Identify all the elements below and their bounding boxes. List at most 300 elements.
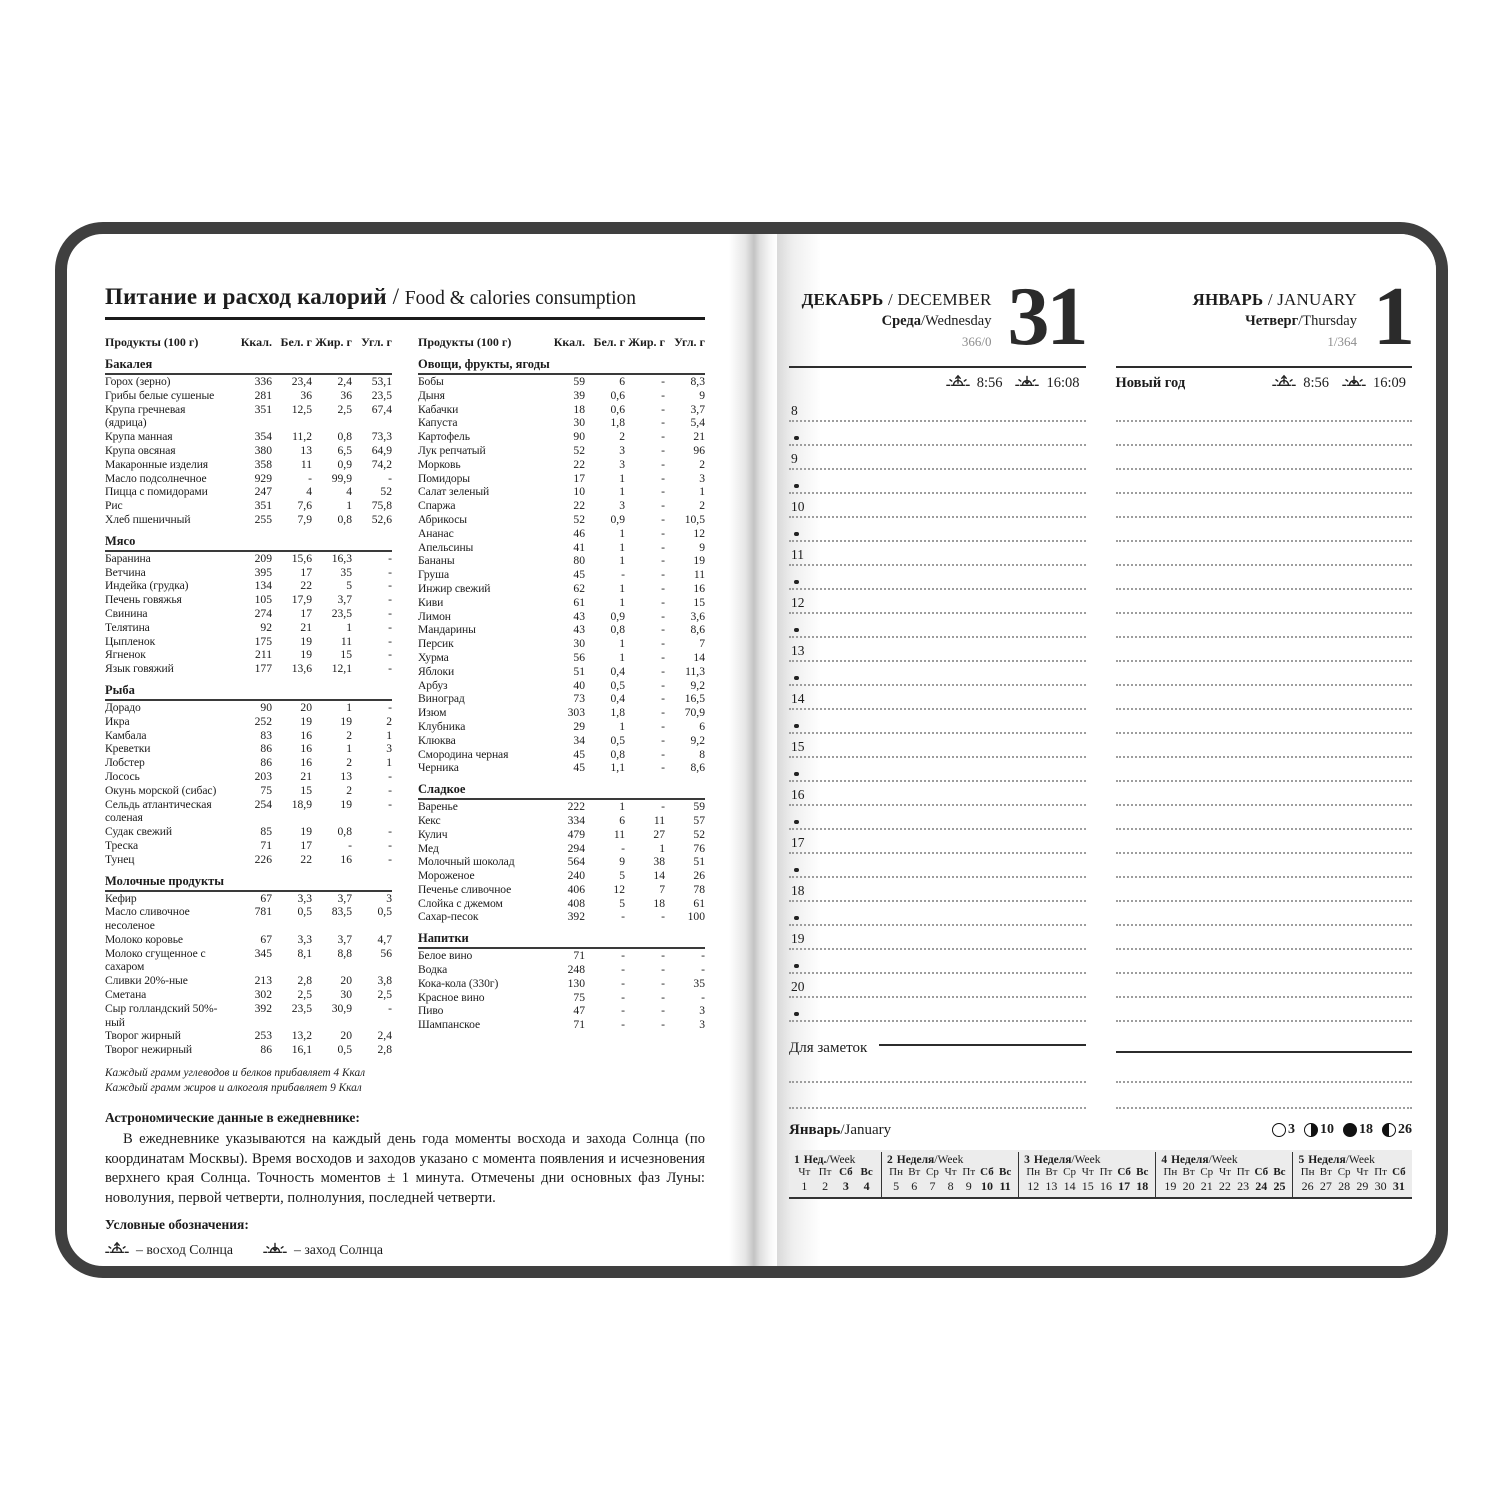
bullet-row	[789, 470, 1412, 494]
food-value: 52	[380, 485, 392, 499]
hour-label: 14	[791, 691, 805, 706]
food-value: 23,4	[291, 375, 312, 388]
food-value: 0,5	[610, 678, 625, 692]
food-name: Клюква	[418, 733, 456, 747]
food-name: Рис	[105, 499, 123, 513]
hour-line	[1116, 542, 1413, 566]
food-name: Ягненок	[105, 648, 146, 662]
food-value: 13,2	[291, 1029, 312, 1043]
food-value: -	[701, 949, 705, 963]
food-column	[418, 335, 705, 1057]
day-counter: 1/364	[1327, 334, 1357, 349]
food-value: 17	[300, 565, 312, 579]
food-header-col: Жир. г	[315, 335, 352, 349]
food-value: 75	[573, 990, 585, 1004]
food-value: 30	[573, 637, 585, 651]
calendar-date: 10	[980, 1179, 993, 1193]
bullet-icon	[794, 628, 799, 633]
food-value: 73	[573, 692, 585, 706]
legend-item	[469, 1267, 616, 1278]
calendar-day-name: Сб	[1117, 1166, 1131, 1178]
calendar-day-name: Ср	[1337, 1166, 1351, 1178]
food-value: 90	[260, 700, 272, 714]
month-calendar	[789, 1150, 1412, 1199]
food-value: 0,4	[610, 664, 625, 678]
food-name: Макаронные изделия	[105, 457, 209, 471]
food-value: 6	[699, 719, 705, 733]
day-header	[1116, 270, 1413, 368]
astro-heading: Астрономические данные в ежедневнике:	[105, 1110, 360, 1126]
calendar-date: 30	[1374, 1179, 1387, 1193]
food-value: 1,1	[610, 761, 625, 775]
left-page	[67, 234, 729, 1278]
food-row	[105, 403, 392, 431]
food-row	[418, 596, 705, 610]
food-value: 16,1	[291, 1043, 312, 1057]
hour-row	[789, 926, 1412, 950]
hour-label: 15	[791, 739, 805, 754]
food-value: 1	[619, 719, 625, 733]
food-name: Кулич	[418, 827, 448, 841]
food-name: Арбуз	[418, 678, 448, 692]
food-value: 27	[653, 827, 665, 841]
sunrise-icon	[1272, 373, 1296, 393]
food-value: 1	[346, 700, 352, 714]
food-value: 5	[619, 896, 625, 910]
food-value: 75,8	[371, 499, 392, 513]
hour-line	[1116, 590, 1413, 614]
food-row	[105, 974, 392, 988]
food-value: 5	[346, 579, 352, 593]
food-value: 2	[346, 728, 352, 742]
bullet-line	[789, 662, 1086, 686]
food-value: 3	[699, 471, 705, 485]
food-row	[105, 621, 392, 635]
food-section-heading: Мясо	[105, 534, 392, 552]
calendar-day-name: Сб	[1254, 1166, 1269, 1178]
food-value: 16	[300, 728, 312, 742]
food-value: 2,8	[297, 974, 312, 988]
food-value: 7,9	[297, 512, 312, 526]
food-value: 564	[567, 855, 585, 869]
food-row	[105, 513, 392, 527]
food-value: 90	[573, 430, 585, 444]
food-name: Печень говяжья	[105, 593, 182, 607]
food-value: -	[661, 761, 665, 775]
footer-month-en: /January	[840, 1121, 892, 1138]
food-row	[418, 883, 705, 897]
hour-line	[789, 926, 1086, 950]
food-name: Крупа гречневая (ядрица)	[105, 402, 186, 430]
food-value: 61	[693, 896, 705, 910]
food-value: 2	[699, 457, 705, 471]
food-value: 345	[254, 946, 272, 960]
calendar-day-name: Сб	[839, 1166, 853, 1178]
day-month-en: / JANUARY	[1263, 290, 1357, 309]
food-value: 56	[380, 946, 392, 960]
food-value: 67	[260, 932, 272, 946]
food-name: Сахар-песок	[418, 910, 479, 924]
food-value: 248	[567, 963, 585, 977]
food-row	[418, 949, 705, 963]
astro-paragraph: В ежедневнике указываются на каждый день года моменты восхода и захода Солнца (по координатам Москвы). Время восходов и заходов указано с момента появления и исчезновения верхнего края Солнца. Точность моментов ± 1 минута. Отмечены дни основных фаз Луны: новолуния, первой четверти, полнолуния, последней четверти.	[105, 1131, 705, 1206]
food-name: Сельдь атлантическая соленая	[105, 797, 212, 825]
bullet-line	[789, 710, 1086, 734]
food-row	[105, 905, 392, 933]
hour-line	[789, 782, 1086, 806]
food-value: -	[621, 910, 625, 924]
sun-row	[789, 368, 1086, 398]
calendar-day-name: Вс	[1273, 1166, 1286, 1178]
food-row	[105, 839, 392, 853]
food-name: Свинина	[105, 606, 148, 620]
food-value: 10	[573, 485, 585, 499]
food-header-col: Ккал.	[240, 335, 272, 349]
calendar-date: 13	[1045, 1179, 1058, 1193]
food-value: 8,6	[690, 761, 705, 775]
food-value: 19	[340, 797, 352, 811]
food-value: 254	[254, 797, 272, 811]
food-value: 3,3	[297, 891, 312, 905]
calendar-date: 24	[1255, 1179, 1268, 1193]
food-value: 9	[619, 855, 625, 869]
food-name: Ананас	[418, 526, 454, 540]
food-value: -	[388, 852, 392, 866]
food-value: 22	[573, 457, 585, 471]
food-row	[418, 828, 705, 842]
food-value: 1	[619, 554, 625, 568]
food-row	[105, 825, 392, 839]
calendar-day-name: Вс	[860, 1166, 873, 1178]
calendar-day-name: Пн	[889, 1166, 904, 1178]
food-value: 16,3	[331, 551, 352, 565]
food-header-col: Ккал.	[553, 335, 585, 349]
food-value: 62	[573, 581, 585, 595]
legend-label: – последняя четверть	[491, 1267, 617, 1278]
food-value: 15	[340, 648, 352, 662]
food-row	[418, 458, 705, 472]
food-value: 5,4	[690, 416, 705, 430]
food-value: 8,6	[690, 623, 705, 637]
moon-phase	[1343, 1122, 1373, 1138]
food-value: -	[388, 797, 392, 811]
hour-line	[789, 590, 1086, 614]
food-value: -	[661, 540, 665, 554]
calendar-date: 17	[1118, 1179, 1131, 1193]
footer-month-label	[789, 1122, 891, 1139]
food-row	[105, 430, 392, 444]
food-value: -	[661, 554, 665, 568]
food-value: 16,5	[684, 692, 705, 706]
food-value: 71	[573, 1018, 585, 1032]
food-value: 9,2	[690, 678, 705, 692]
full-moon-icon	[105, 1268, 120, 1278]
food-row	[418, 977, 705, 991]
food-value: -	[388, 662, 392, 676]
food-value: 15	[693, 595, 705, 609]
food-value: 247	[254, 485, 272, 499]
legend-moon-row	[105, 1267, 705, 1278]
food-row	[418, 651, 705, 665]
bullet-line	[1116, 470, 1413, 494]
food-name: Абрикосы	[418, 512, 467, 526]
food-name: Лук репчатый	[418, 443, 486, 457]
calendar-week-heading	[1024, 1154, 1151, 1166]
food-name: Кабачки	[418, 402, 459, 416]
moon-phase-day: 10	[1320, 1122, 1334, 1137]
food-header-col: Бел. г	[593, 335, 625, 349]
food-name: Хлеб пшеничный	[105, 512, 191, 526]
hour-row	[789, 398, 1412, 422]
food-name: Сметана	[105, 988, 147, 1002]
food-value: 336	[254, 375, 272, 388]
food-value: 1	[619, 595, 625, 609]
food-value: 3	[619, 499, 625, 513]
food-name: Творог нежирный	[105, 1043, 193, 1057]
food-value: 6	[619, 375, 625, 388]
food-value: 255	[254, 512, 272, 526]
sunset-time: 16:09	[1372, 374, 1406, 391]
legend-label: – полнолуние	[127, 1267, 208, 1278]
calendar-date: 26	[1301, 1179, 1314, 1193]
legend-item	[105, 1267, 207, 1278]
legend-label: – заход Солнца	[294, 1241, 383, 1257]
food-value: 16	[693, 581, 705, 595]
food-row	[105, 715, 392, 729]
food-name: Цыпленок	[105, 634, 156, 648]
food-value: 11,3	[685, 664, 705, 678]
calendar-day-name: Ср	[1063, 1166, 1077, 1178]
legend-item	[221, 1267, 315, 1278]
food-header-product: Продукты (100 г)	[105, 335, 199, 349]
food-value: 64,9	[371, 443, 392, 457]
food-value: 45	[573, 747, 585, 761]
food-value: 14	[653, 869, 665, 883]
food-name: Красное вино	[418, 990, 485, 1004]
calendar-day-name: Ср	[926, 1166, 939, 1178]
food-value: 75	[260, 783, 272, 797]
food-value: -	[661, 976, 665, 990]
food-row	[418, 375, 705, 389]
calendar-day-name: Пт	[1374, 1166, 1387, 1178]
food-value: -	[661, 800, 665, 814]
day-sun-column	[1116, 368, 1413, 398]
food-name: Язык говяжий	[105, 662, 174, 676]
bullet-line	[1116, 662, 1413, 686]
sun-times	[946, 373, 1086, 393]
food-value: 2,4	[337, 375, 352, 388]
food-value: -	[701, 990, 705, 1004]
calendar-week-label-en: /Week	[934, 1154, 964, 1166]
food-name: Инжир свежий	[418, 581, 491, 595]
food-row	[105, 1043, 392, 1057]
food-value: 52	[573, 512, 585, 526]
food-value: 20	[300, 700, 312, 714]
bullet-line	[789, 758, 1086, 782]
hour-line	[789, 974, 1086, 998]
moon-phase	[1272, 1122, 1295, 1138]
food-value: 18	[653, 896, 665, 910]
sun-times	[1272, 373, 1412, 393]
moon-phase	[1304, 1122, 1334, 1138]
notes-dotted-line	[789, 1057, 1086, 1083]
food-value: 2	[346, 756, 352, 770]
food-value: 86	[260, 742, 272, 756]
day-weekday	[1116, 313, 1358, 330]
food-value: -	[661, 637, 665, 651]
food-name: Кекс	[418, 813, 441, 827]
food-value: 30,9	[331, 1001, 352, 1015]
food-value: 20	[340, 974, 352, 988]
food-name: Молоко коровье	[105, 932, 183, 946]
new-moon-icon	[221, 1268, 236, 1278]
food-row	[418, 541, 705, 555]
food-name: Дорадо	[105, 700, 141, 714]
food-row	[105, 648, 392, 662]
calendar-day-name: Пн	[1026, 1166, 1041, 1178]
calendar-week-label-en: /Week	[1071, 1154, 1101, 1166]
food-value: 71	[573, 949, 585, 963]
bullet-icon	[794, 868, 799, 873]
notes-dotted-line	[789, 1083, 1086, 1109]
food-value: 71	[260, 838, 272, 852]
food-value: 86	[260, 756, 272, 770]
food-row	[105, 742, 392, 756]
day-header-text	[789, 284, 992, 350]
food-value: -	[621, 949, 625, 963]
food-value: 351	[254, 402, 272, 416]
food-value: 43	[573, 609, 585, 623]
food-value: 76	[693, 841, 705, 855]
bullet-row	[789, 422, 1412, 446]
food-value: 52,6	[371, 512, 392, 526]
food-value: 3,7	[690, 402, 705, 416]
bullet-row	[789, 710, 1412, 734]
hour-row	[789, 830, 1412, 854]
calendar-week-label-en: /Week	[1345, 1154, 1375, 1166]
calendar-day-names	[1161, 1166, 1288, 1179]
day-weekday	[789, 313, 992, 330]
food-value: 67,4	[371, 402, 392, 416]
food-value: 18	[573, 402, 585, 416]
food-name: Лосось	[105, 769, 140, 783]
footer-month-row	[789, 1112, 1412, 1148]
hour-label: 9	[791, 451, 798, 466]
calendar-date: 2	[822, 1179, 829, 1193]
food-value: 86	[260, 1043, 272, 1057]
legend-label: – восход Солнца	[136, 1241, 233, 1257]
food-name: Бананы	[418, 554, 455, 568]
food-value: -	[388, 838, 392, 852]
food-name: Дыня	[418, 388, 445, 402]
sunset-time: 16:08	[1046, 374, 1080, 391]
food-value: 1	[619, 637, 625, 651]
food-name: Молоко сгущенное с сахаром	[105, 946, 206, 974]
calendar-day-names	[794, 1166, 877, 1179]
bullet-row	[789, 758, 1412, 782]
food-value: -	[661, 1004, 665, 1018]
calendar-day-name: Вс	[1136, 1166, 1149, 1178]
day-sun-column	[789, 368, 1086, 398]
day-month	[1116, 290, 1358, 310]
food-value: 19	[300, 825, 312, 839]
hour-row	[789, 638, 1412, 662]
hour-line	[789, 686, 1086, 710]
food-value: -	[388, 1001, 392, 1015]
food-value: 52	[693, 827, 705, 841]
food-value: 274	[254, 606, 272, 620]
food-name: Телятина	[105, 620, 150, 634]
bullet-line	[789, 950, 1086, 974]
food-value: 34	[573, 733, 585, 747]
calendar-day-name: Вт	[1319, 1166, 1332, 1178]
hour-row	[789, 974, 1412, 998]
food-value: -	[388, 579, 392, 593]
food-value: 1	[619, 540, 625, 554]
food-name: Креветки	[105, 742, 151, 756]
food-value: 52	[573, 443, 585, 457]
calendar-week	[1155, 1152, 1292, 1197]
bullet-line	[789, 422, 1086, 446]
food-name: Персик	[418, 637, 454, 651]
food-name: Водка	[418, 963, 448, 977]
notes-row	[789, 1025, 1412, 1057]
notes-line	[879, 1044, 1085, 1046]
calendar-day-name: Пн	[1300, 1166, 1315, 1178]
food-name: Окунь морской (сибас)	[105, 783, 217, 797]
calendar-week-label-ru: Неделя	[1171, 1154, 1209, 1166]
day-weekday-en: /Thursday	[1298, 313, 1357, 329]
food-row	[105, 729, 392, 743]
food-value: 39	[573, 388, 585, 402]
food-value: -	[661, 430, 665, 444]
bullet-icon	[794, 484, 799, 489]
bullet-row	[789, 998, 1412, 1022]
food-value: 9,2	[690, 733, 705, 747]
food-value: 13,6	[291, 662, 312, 676]
notes-dotted-rows	[789, 1057, 1412, 1109]
hour-label: 11	[791, 547, 804, 562]
food-row	[418, 610, 705, 624]
bullet-line	[1116, 902, 1413, 926]
sunrise-time: 8:56	[1303, 374, 1329, 391]
last-quarter-moon-icon	[1304, 1123, 1318, 1137]
calendar-day-name: Ср	[1200, 1166, 1214, 1178]
day-column	[789, 270, 1086, 368]
food-value: 70,9	[684, 706, 705, 720]
food-row	[418, 963, 705, 977]
food-value: 8,3	[690, 375, 705, 388]
food-value: 11,2	[292, 430, 312, 444]
hour-row	[789, 686, 1412, 710]
schedule	[789, 398, 1412, 1022]
food-name: Горох (зерно)	[105, 375, 171, 388]
day-number: 1	[1373, 270, 1412, 363]
food-value: 22	[573, 499, 585, 513]
food-name: Сыр голландский 50%-ный	[105, 1001, 218, 1029]
food-value: 358	[254, 457, 272, 471]
food-table-header	[105, 335, 392, 350]
food-value: 3,7	[337, 593, 352, 607]
food-table-columns	[105, 335, 705, 1057]
hour-label: 20	[791, 979, 805, 994]
hour-line	[1116, 974, 1413, 998]
food-section-heading: Бакалея	[105, 357, 392, 375]
food-row	[105, 784, 392, 798]
food-section-heading: Молочные продукты	[105, 874, 392, 892]
food-name: Киви	[418, 595, 444, 609]
bullet-line	[789, 470, 1086, 494]
